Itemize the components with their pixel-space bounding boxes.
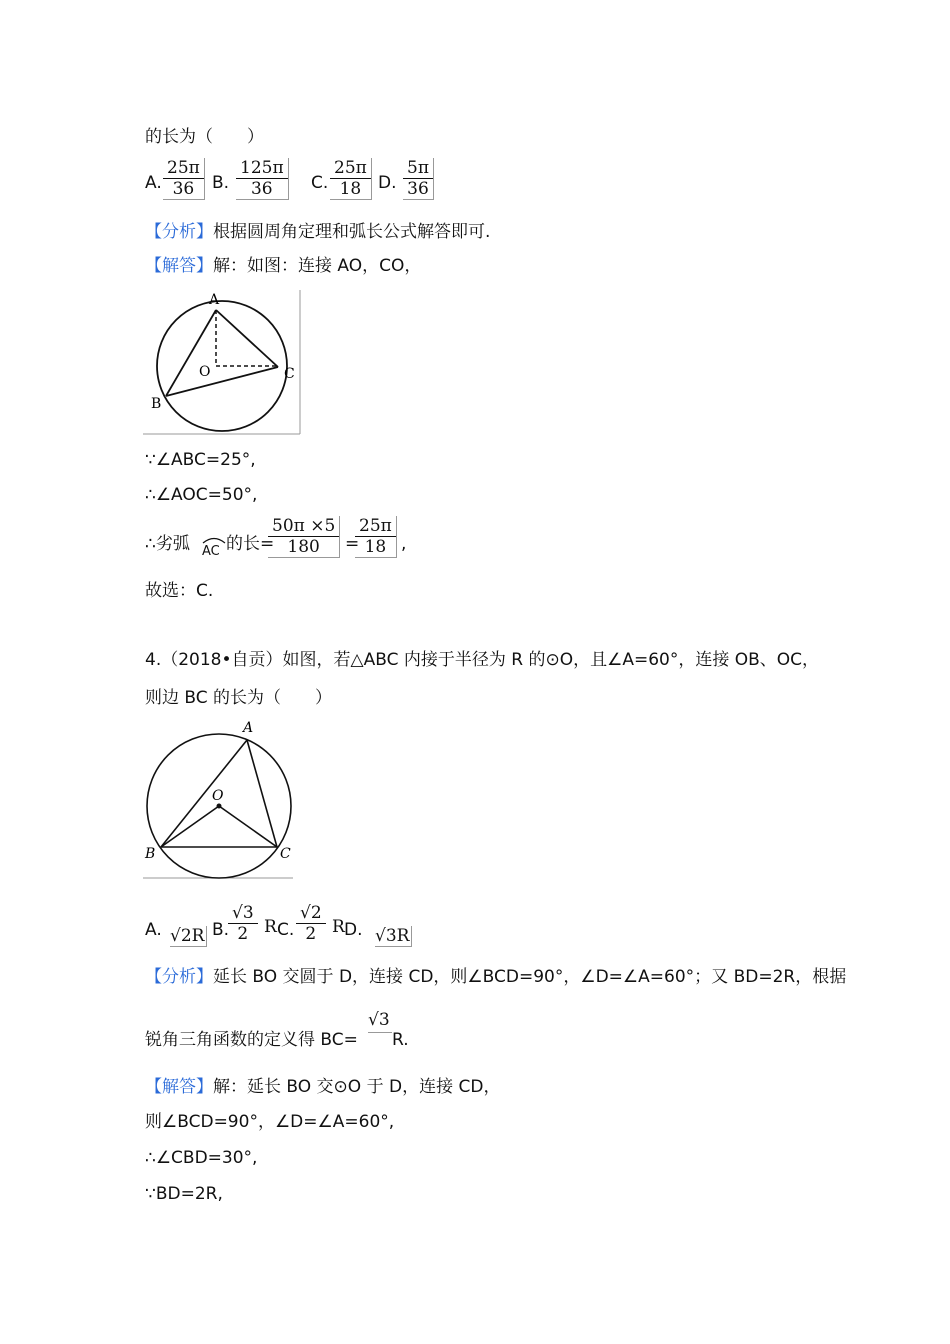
solution-text: 解：如图：连接 AO，CO， bbox=[213, 256, 422, 276]
analysis-line2-pre: 锐角三角函数的定义得 BC= bbox=[145, 1030, 358, 1050]
q4-stem-line-1: 4.（2018•自贡）如图，若△ABC 内接于半径为 R 的⊙O，且∠A=60°，连接 OB、OC， bbox=[145, 650, 820, 670]
analysis-text: 延长 BO 交圆于 D，连接 CD，则∠BCD=90°，∠D=∠A=60°；又 BD=2R，根据 bbox=[213, 967, 847, 987]
result-fraction bbox=[355, 516, 397, 558]
solution-tag: 【解答】 bbox=[145, 256, 213, 276]
q4-analysis bbox=[145, 965, 846, 989]
analysis-sqrt3: √3 bbox=[368, 1010, 390, 1030]
chord-bc bbox=[166, 367, 278, 396]
arc-ac bbox=[202, 540, 220, 564]
q4-option-d-label: D. bbox=[344, 920, 363, 940]
calc-numerator: 50π ×5 bbox=[272, 516, 336, 536]
equals: = bbox=[345, 534, 360, 554]
q4-option-b-fraction bbox=[228, 903, 258, 944]
q3-a-numerator: 25π bbox=[167, 158, 200, 178]
q3-stem-tail: 的长为（ ） bbox=[145, 127, 264, 147]
label-b: B bbox=[145, 846, 156, 862]
q4-step-1: 则∠BCD=90°，∠D=∠A=60°, bbox=[145, 1112, 395, 1132]
q3-option-a-fraction bbox=[163, 158, 205, 200]
label-a: A bbox=[209, 292, 220, 308]
q4-option-b-label: B. bbox=[212, 920, 230, 940]
q3-circle-figure bbox=[143, 288, 303, 436]
q3-option-d-fraction bbox=[403, 158, 434, 200]
label-b: B bbox=[151, 396, 162, 412]
q3-step-1: ∵∠ABC=25°, bbox=[145, 450, 256, 470]
step3-pre: ∴劣弧 bbox=[145, 534, 190, 554]
q3-d-numerator: 5π bbox=[407, 158, 429, 178]
q4-c-numerator: √2 bbox=[300, 903, 322, 923]
q3-analysis bbox=[145, 220, 490, 244]
q3-d-denominator: 36 bbox=[407, 179, 429, 199]
q4-b-r: R bbox=[264, 917, 277, 937]
analysis-line2-post: R. bbox=[392, 1030, 409, 1050]
analysis-text: 根据圆周角定理和弧长公式解答即可. bbox=[213, 222, 491, 242]
result-numerator: 25π bbox=[359, 516, 392, 536]
q4-b-numerator: √3 bbox=[232, 903, 254, 923]
q4-step-2: ∴∠CBD=30°, bbox=[145, 1148, 258, 1168]
calc-fraction bbox=[268, 516, 340, 558]
q3-solution bbox=[145, 254, 421, 278]
solution-text: 解：延长 BO 交⊙O 于 D，连接 CD， bbox=[213, 1077, 501, 1097]
q4-stem-line-2: 则边 BC 的长为（ ） bbox=[145, 688, 333, 708]
side-ac bbox=[247, 740, 277, 847]
q3-option-c-fraction bbox=[330, 158, 372, 200]
step3-comma: , bbox=[401, 534, 407, 554]
q4-b-denominator: 2 bbox=[237, 924, 249, 944]
q4-step-3: ∵BD=2R, bbox=[145, 1184, 223, 1204]
segment-oc bbox=[219, 806, 277, 847]
q4-c-r: R bbox=[332, 917, 345, 937]
analysis-tag: 【分析】 bbox=[145, 222, 213, 242]
analysis-tag: 【分析】 bbox=[145, 967, 213, 987]
q3-a-denominator: 36 bbox=[172, 179, 195, 199]
result-denominator: 18 bbox=[364, 537, 387, 557]
q3-b-numerator: 125π bbox=[240, 158, 284, 178]
q4-option-c-label: C. bbox=[277, 920, 295, 940]
q4-option-c-fraction bbox=[296, 903, 326, 944]
side-ab bbox=[161, 740, 247, 847]
label-c: C bbox=[280, 846, 291, 862]
q3-c-denominator: 18 bbox=[339, 179, 362, 199]
q3-choice: 故选：C. bbox=[145, 581, 214, 601]
label-o: O bbox=[199, 364, 211, 380]
label-c: C bbox=[284, 366, 295, 382]
analysis-fraction-bar bbox=[368, 1032, 392, 1033]
q3-step-2: ∴∠AOC=50°, bbox=[145, 485, 258, 505]
calc-denominator: 180 bbox=[287, 537, 320, 557]
q3-option-b-fraction bbox=[236, 158, 289, 200]
center-point bbox=[217, 804, 222, 809]
step3-mid: 的长= bbox=[226, 534, 275, 554]
q3-option-c-label: C. bbox=[311, 173, 329, 193]
q4-option-d-value: √3R bbox=[375, 926, 412, 947]
q4-option-a-label: A. bbox=[145, 920, 162, 940]
label-o: O bbox=[212, 788, 224, 804]
q4-c-denominator: 2 bbox=[305, 924, 317, 944]
arc-ac-label: AC bbox=[202, 544, 220, 559]
q4-option-a-value: √2R bbox=[170, 926, 207, 947]
arc-symbol-icon bbox=[202, 536, 226, 544]
q3-b-denominator: 36 bbox=[250, 179, 273, 199]
q3-option-d-label: D. bbox=[378, 173, 397, 193]
label-a: A bbox=[243, 720, 254, 736]
q3-option-a-label: A. bbox=[145, 173, 162, 193]
q4-circle-figure bbox=[143, 716, 298, 880]
q4-solution bbox=[145, 1075, 500, 1099]
chord-ac bbox=[216, 310, 278, 367]
q3-c-numerator: 25π bbox=[334, 158, 367, 178]
q3-option-b-label: B. bbox=[212, 173, 230, 193]
solution-tag: 【解答】 bbox=[145, 1077, 213, 1097]
